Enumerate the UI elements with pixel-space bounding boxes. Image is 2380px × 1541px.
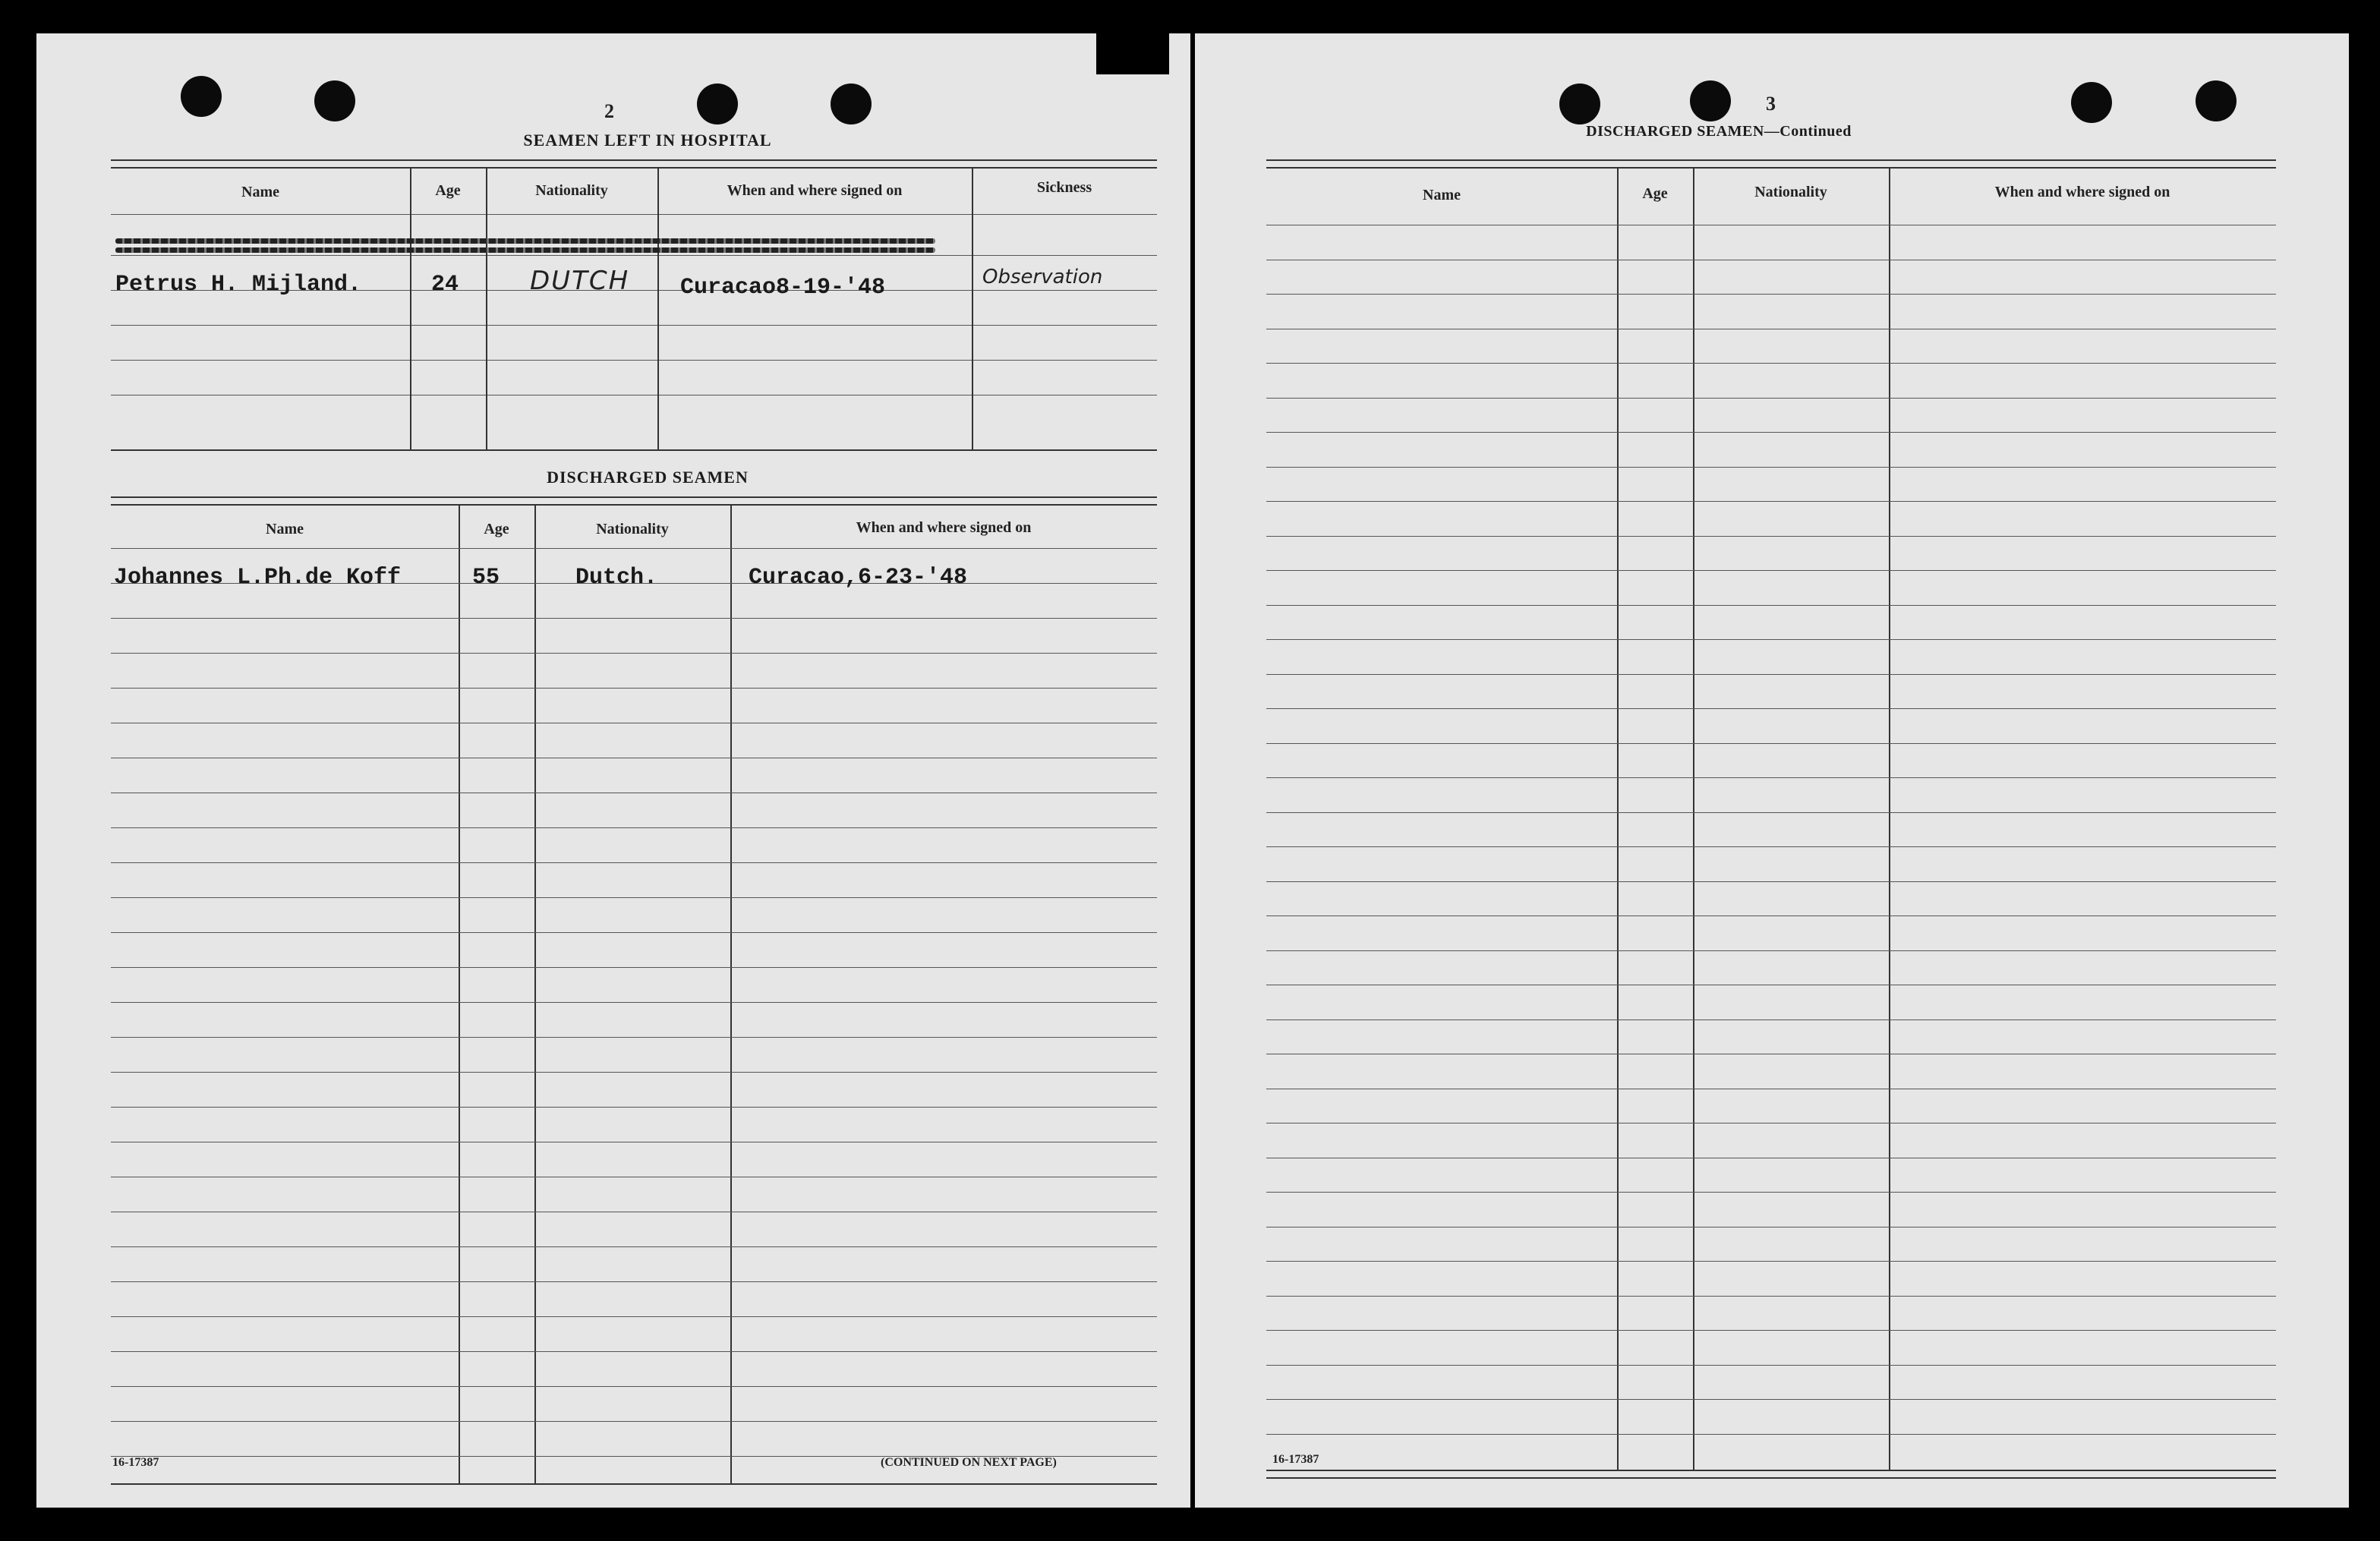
ruled-line (111, 688, 1157, 689)
ruled-line (111, 862, 1157, 863)
struck-out-entry (115, 247, 935, 253)
rule (111, 214, 1157, 215)
rule (1266, 167, 2276, 169)
column-header-signed-on: When and where signed on (1994, 184, 2170, 200)
ruled-line (1266, 570, 2276, 571)
rule (1266, 1470, 2276, 1471)
discharged-row-signed-on: Curacao,6-23-'48 (749, 565, 968, 591)
column-header-signed-on: When and where signed on (727, 182, 903, 199)
ruled-line (1266, 639, 2276, 640)
form-number: 16-17387 (1272, 1453, 1319, 1466)
rule (111, 504, 1157, 506)
ruled-line (111, 932, 1157, 933)
ruled-line (111, 618, 1157, 619)
punch-hole-icon (831, 84, 872, 124)
ruled-line (111, 1316, 1157, 1317)
hospital-row-signed-on: Curacao8-19-'48 (680, 275, 886, 301)
ruled-line (1266, 1330, 2276, 1331)
column-header-age: Age (1642, 185, 1668, 202)
left-page (36, 33, 1190, 1508)
ruled-line (1266, 432, 2276, 433)
rule (111, 325, 1157, 326)
punch-hole-icon (181, 76, 222, 117)
column-header-name: Name (1423, 187, 1461, 203)
fold-tab (1096, 33, 1169, 74)
ruled-line (111, 1281, 1157, 1282)
ruled-line (1266, 881, 2276, 882)
column-divider (657, 167, 659, 449)
column-header-name: Name (266, 521, 304, 537)
struck-out-entry (115, 238, 935, 244)
column-divider (1889, 169, 1890, 1471)
punch-hole-icon (314, 80, 355, 121)
column-header-sickness: Sickness (1036, 179, 1092, 196)
ruled-line (1266, 674, 2276, 675)
ruled-line (1266, 1399, 2276, 1400)
ruled-line (111, 827, 1157, 828)
ruled-line (111, 1107, 1157, 1108)
discharged-row-nationality: Dutch. (575, 565, 658, 591)
punch-hole-icon (2196, 80, 2237, 121)
column-header-nationality: Nationality (596, 521, 669, 537)
punch-hole-icon (1559, 84, 1600, 124)
ruled-line (1266, 846, 2276, 847)
ruled-line (1266, 950, 2276, 951)
ruled-line (1266, 467, 2276, 468)
page-number: 2 (604, 100, 614, 122)
rule (1266, 159, 2276, 161)
discharged-continued-title: DISCHARGED SEAMEN—Continued (1586, 123, 1852, 140)
column-header-signed-on: When and where signed on (856, 519, 1032, 536)
rule (1266, 1477, 2276, 1479)
punch-hole-icon (1690, 80, 1731, 121)
column-header-age: Age (484, 521, 509, 537)
ruled-line (111, 967, 1157, 968)
column-divider (1693, 169, 1694, 1471)
hospital-row-age: 24 (431, 272, 459, 298)
column-header-age: Age (435, 182, 461, 199)
ruled-line (1266, 501, 2276, 502)
ruled-line (1266, 363, 2276, 364)
punch-hole-icon (697, 84, 738, 124)
ruled-line (1266, 777, 2276, 778)
rule (111, 255, 1157, 256)
ruled-line (111, 1386, 1157, 1387)
ruled-line (1266, 294, 2276, 295)
column-header-name: Name (241, 184, 279, 200)
ruled-line (111, 1037, 1157, 1038)
ruled-line (111, 1002, 1157, 1003)
column-header-nationality: Nationality (535, 182, 608, 199)
rule (111, 496, 1157, 498)
ruled-line (111, 1351, 1157, 1352)
rule (111, 159, 1157, 161)
ruled-line (1266, 1192, 2276, 1193)
ruled-line (111, 548, 1157, 549)
ruled-line (1266, 536, 2276, 537)
punch-hole-icon (2071, 82, 2112, 123)
ruled-line (1266, 1261, 2276, 1262)
rule (111, 360, 1157, 361)
page-number: 3 (1766, 93, 1776, 115)
column-divider (972, 167, 973, 449)
rule (111, 167, 1157, 169)
ruled-line (1266, 1019, 2276, 1020)
column-divider (486, 167, 487, 449)
rule (111, 1483, 1157, 1485)
ruled-line (1266, 1365, 2276, 1366)
ruled-line (1266, 915, 2276, 916)
discharged-section-title: DISCHARGED SEAMEN (547, 468, 749, 487)
discharged-row-age: 55 (472, 565, 500, 591)
ruled-line (1266, 812, 2276, 813)
ruled-line (1266, 1434, 2276, 1435)
ruled-line (111, 1246, 1157, 1247)
column-divider (410, 167, 411, 449)
hospital-section-title: SEAMEN LEFT IN HOSPITAL (523, 131, 772, 150)
ruled-line (111, 653, 1157, 654)
ruled-line (1266, 743, 2276, 744)
ruled-line (1266, 1296, 2276, 1297)
ruled-line (111, 1072, 1157, 1073)
discharged-row-name: Johannes L.Ph.de Koff (114, 565, 402, 591)
hospital-row-sickness: Observation (982, 266, 1103, 288)
continued-note: (CONTINUED ON NEXT PAGE) (881, 1456, 1057, 1469)
ruled-line (111, 1421, 1157, 1422)
ruled-line (1266, 398, 2276, 399)
hospital-row-name: Petrus H. Mijland. (115, 272, 362, 298)
form-number: 16-17387 (112, 1456, 159, 1469)
ruled-line (1266, 708, 2276, 709)
column-header-nationality: Nationality (1754, 184, 1827, 200)
hospital-row-nationality: DUTCH (530, 266, 630, 296)
column-divider (1617, 169, 1619, 1471)
ruled-line (111, 897, 1157, 898)
right-page (1195, 33, 2349, 1508)
ruled-line (1266, 605, 2276, 606)
rule (111, 449, 1157, 451)
